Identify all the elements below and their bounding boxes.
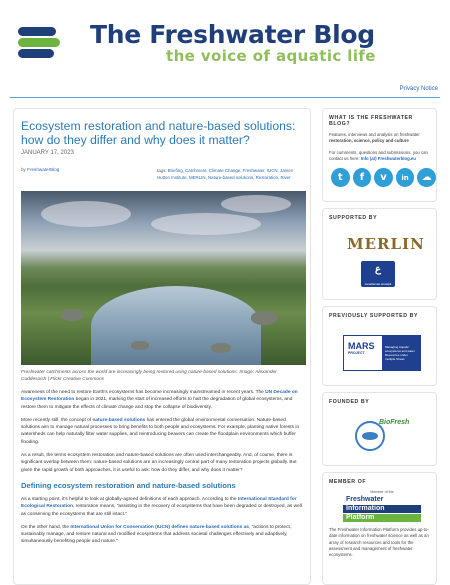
site-logo-icon[interactable] (18, 25, 60, 61)
linkedin-icon[interactable]: in (396, 168, 415, 187)
paragraph-2: More recently still, the concept of nature-based solutions has entered the global environmental conversation. Nature-based solutions aim to manage natural processes to bring benefits to both people and ecosystems. For example, planting native forests in watersheds can help naturally filter water supplies, and reintroducing beavers can create the floodplain environments which buffer flooding. (21, 417, 300, 445)
author-link[interactable]: FreshwaterBlog (27, 167, 60, 172)
un-decade-link[interactable]: UN Decade on Ecosystem Restoration (21, 390, 298, 403)
paragraph-5: On the other hand, the International Union for Conservation (IUCN) defines nature-based solutions as, "actions to protect, sustainably manage, and restore natural and modified ecosystems that address societal challenges effectively and adaptively, simultaneously benefiting people and nature." (21, 524, 292, 545)
contact-text: For comments, questions and submissions, you can contact us here: Info (at) Freshwaterblog.eu (329, 149, 428, 161)
social-links (331, 168, 436, 187)
biofresh-logo[interactable]: BioFresh (353, 415, 409, 455)
site-tagline: the voice of aquatic life (166, 47, 376, 65)
supported-by-title: SUPPORTED BY (329, 215, 378, 221)
post-byline: by FreshwaterBlog (21, 167, 60, 172)
section-heading: Defining ecosystem restoration and nature-based solutions (21, 480, 236, 490)
image-caption: Freshwater catchments across the world are increasingly being restored using nature-based solutions. Image: Alexander Cuddesoish | Flickr Creative Commons (21, 370, 277, 382)
paragraph-3: As a result, the terms ecosystem restoration and nature-based solutions are often used interchangeably. And, of course, there is significant overlap between them: nature-based solutions are an increasingly central part of many restoration projects globally. But given the rapid growth of both approaches, it is useful to ask: how do they differ, and why does it matter? (21, 453, 297, 473)
site-title[interactable]: The Freshwater Blog (90, 20, 375, 49)
founded-by-title: FOUNDED BY (329, 399, 370, 405)
merlin-logo[interactable]: MERLIN (347, 235, 425, 253)
twitter-icon[interactable]: t (331, 168, 350, 187)
post-featured-image (21, 191, 306, 365)
soundcloud-icon[interactable]: ☁ (417, 168, 436, 187)
about-widget-title: WHAT IS THE FRESHWATER BLOG? (329, 115, 413, 127)
member-of-widget (322, 472, 437, 585)
iucn-definition-link[interactable]: International Union for Conservation (IUCN) defines nature-based solutions as (70, 524, 249, 530)
previously-supported-title: PREVIOUSLY SUPPORTED BY (329, 313, 419, 319)
article-card (13, 108, 311, 585)
member-of-title: MEMBER OF (329, 479, 367, 485)
supported-by-widget (322, 208, 437, 300)
site-header (0, 0, 450, 80)
about-widget (322, 108, 437, 202)
founded-by-widget (322, 392, 437, 466)
restoration-standard-link[interactable]: International Standard for Ecological Restoration (21, 496, 297, 510)
post-date: JANUARY 17, 2023 (21, 150, 74, 156)
privacy-notice-link[interactable]: Privacy Notice (399, 86, 438, 92)
post-tags: tags: Briefing, Catchment, Climate Change, Freshwater, IUCN, James Hutton Institute, MERLIN, Nature-based solutions, Restoration, River (157, 168, 293, 180)
vimeo-icon[interactable]: v (374, 168, 393, 187)
nature-based-solutions-link[interactable]: nature-based solutions (92, 417, 146, 423)
post-title[interactable]: Ecosystem restoration and nature-based solutions: how do they differ and why does it matter? (21, 119, 296, 147)
facebook-icon[interactable]: f (353, 168, 372, 187)
contact-email-link[interactable]: Info (at) Freshwaterblog.eu (360, 155, 416, 161)
header-divider (10, 97, 440, 98)
paragraph-1: Awareness of the need to restore Earth's ecosystems has become increasingly mainstreamed in recent years. The UN Decade on Ecosystem Restoration began in 2021, marking the start of increased efforts to halt the degradation of global ecosystems, and restore them to mitigate the effects of climate change and stop the collapse of biodiversity. (21, 390, 298, 410)
fip-logo[interactable]: Member of the Freshwater Information Platform (343, 490, 421, 522)
previously-supported-widget (322, 306, 437, 386)
about-widget-text: Features, interviews and analysis on freshwater restoration, science, policy and culture (329, 132, 420, 144)
partner-logo[interactable]: ع sauatlamalı stratejik (361, 261, 395, 287)
member-of-text: The Freshwater Information Platform provides up-to-date information on freshwater science as well as an array of research resources and tools for the assessment and management of freshwater ecosystems. (329, 527, 429, 558)
paragraph-4: As a starting point, it's helpful to look at globally-agreed definitions of each approach. According to the International Standard for Ecological Restoration, restoration means, "assisting in the recovery of ecosystems that have been degraded or destroyed, as well as conserving the ecosystems that are still intact." (21, 496, 302, 517)
tag-links[interactable]: Briefing, Catchment, Climate Change, Freshwater, IUCN, James Hutton Institute, MERLIN, Nature-based solutions, Restoration, River (157, 168, 293, 180)
post-meta (14, 165, 310, 191)
mars-project-logo[interactable]: MARS PROJECT Managing Aquatic ecosystems and water Resources under multiple Stress (343, 335, 421, 371)
